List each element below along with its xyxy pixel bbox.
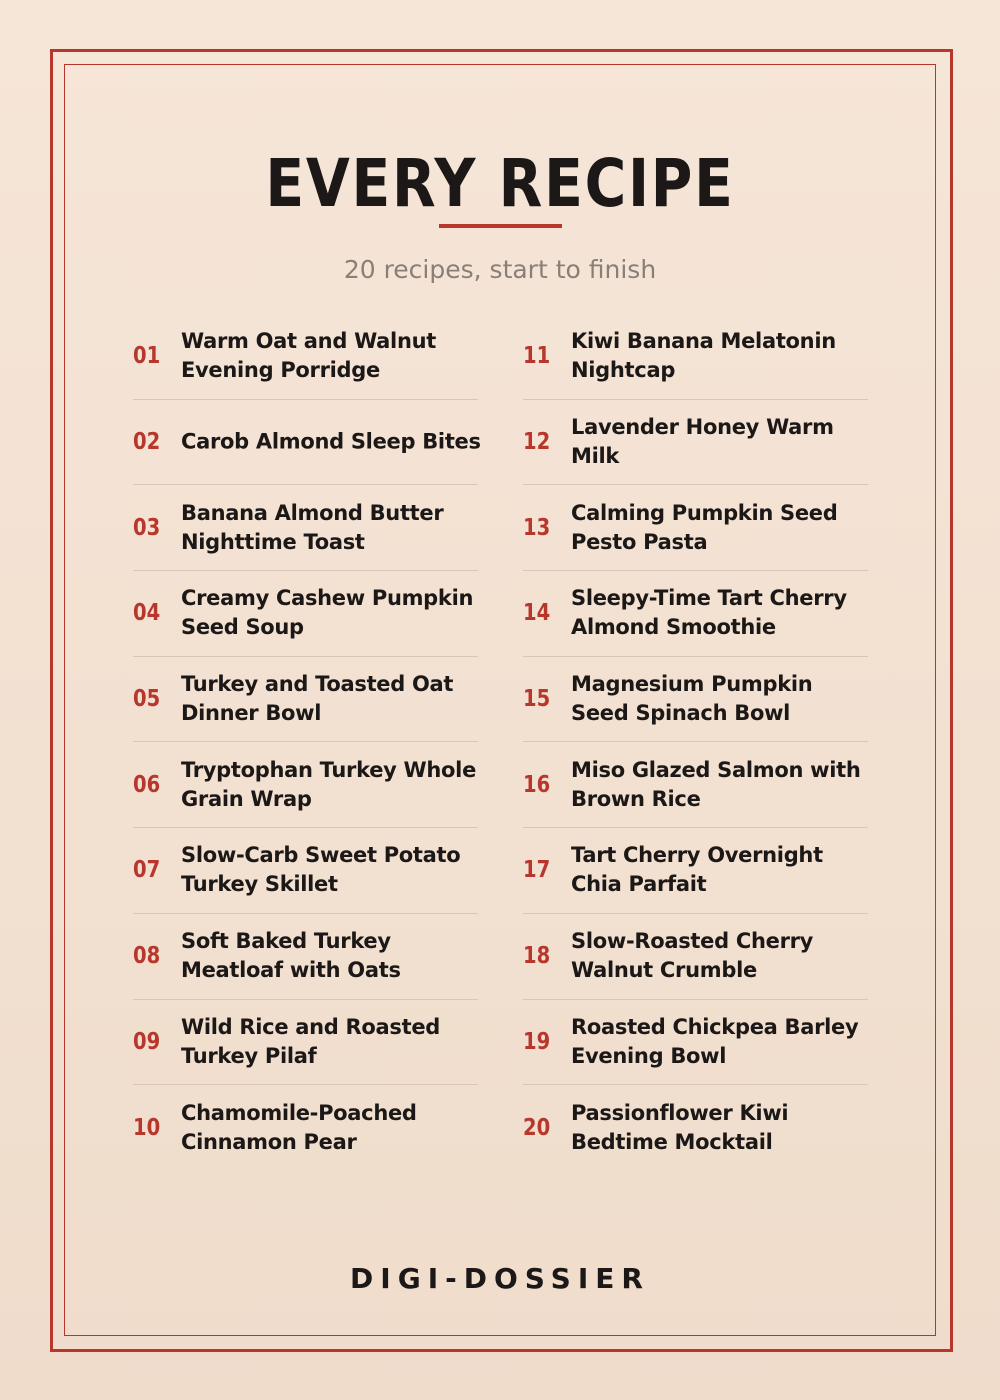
recipe-name: Chamomile-Poached Cinnamon Pear [181, 1100, 417, 1154]
recipe-number: 06 [133, 771, 161, 798]
recipe-name: Creamy Cashew Pumpkin Seed Soup [181, 586, 474, 640]
recipe-item [133, 827, 478, 913]
recipe-number: 01 [133, 342, 161, 369]
recipe-number: 05 [133, 686, 161, 713]
recipe-item [523, 656, 868, 742]
page-title: EVERY RECIPE [265, 145, 735, 222]
recipe-list-right [523, 313, 868, 1170]
recipe-name: Magnesium Pumpkin Seed Spinach Bowl [571, 672, 813, 726]
recipe-item [133, 999, 478, 1085]
recipe-number: 14 [523, 600, 551, 627]
recipe-name: Passionflower Kiwi Bedtime Mocktail [571, 1100, 789, 1154]
recipe-item [523, 570, 868, 656]
recipe-number: 09 [133, 1028, 161, 1055]
recipe-number: 15 [523, 686, 551, 713]
recipe-item [133, 313, 478, 399]
recipe-name: Lavender Honey Warm Milk [571, 415, 834, 469]
recipe-item [133, 570, 478, 656]
recipe-name: Warm Oat and Walnut Evening Porridge [181, 328, 436, 382]
recipe-number: 20 [523, 1114, 551, 1141]
recipe-name: Turkey and Toasted Oat Dinner Bowl [181, 672, 454, 726]
recipe-item [523, 1084, 868, 1170]
recipe-number: 13 [523, 514, 551, 541]
recipe-item [523, 913, 868, 999]
recipe-item [523, 827, 868, 913]
recipe-number: 16 [523, 771, 551, 798]
recipe-name: Kiwi Banana Melatonin Nightcap [571, 328, 836, 382]
recipe-name: Soft Baked Turkey Meatloaf with Oats [181, 929, 401, 983]
recipe-number: 08 [133, 943, 161, 970]
recipe-item [523, 999, 868, 1085]
recipe-item [133, 741, 478, 827]
recipe-number: 17 [523, 857, 551, 884]
recipe-number: 02 [133, 429, 161, 456]
recipe-name: Slow-Roasted Cherry Walnut Crumble [571, 929, 814, 983]
recipe-item [523, 484, 868, 570]
recipe-item [133, 656, 478, 742]
recipe-number: 18 [523, 943, 551, 970]
recipe-number: 04 [133, 600, 161, 627]
recipe-item [133, 484, 478, 570]
recipe-number: 19 [523, 1028, 551, 1055]
recipe-number: 07 [133, 857, 161, 884]
recipe-name: Miso Glazed Salmon with Brown Rice [571, 757, 861, 811]
recipe-number: 12 [523, 429, 551, 456]
recipe-name: Roasted Chickpea Barley Evening Bowl [571, 1014, 859, 1068]
recipe-item [133, 1084, 478, 1170]
title-underline [439, 224, 562, 228]
recipe-name: Slow-Carb Sweet Potato Turkey Skillet [181, 843, 461, 897]
recipe-item [133, 913, 478, 999]
recipe-number: 10 [133, 1114, 161, 1141]
recipe-name: Carob Almond Sleep Bites [181, 429, 481, 454]
recipe-item [523, 313, 868, 399]
recipe-item [523, 741, 868, 827]
recipe-item [523, 399, 868, 485]
recipe-number: 03 [133, 514, 161, 541]
recipe-name: Tart Cherry Overnight Chia Parfait [571, 843, 823, 897]
page-subtitle: 20 recipes, start to finish [343, 255, 657, 284]
recipe-item [133, 399, 481, 485]
recipe-list-left [133, 313, 481, 1170]
brand-footer: DIGI-DOSSIER [350, 1262, 650, 1295]
recipe-name: Tryptophan Turkey Whole Grain Wrap [181, 757, 477, 811]
recipe-number: 11 [523, 342, 551, 369]
recipe-name: Sleepy-Time Tart Cherry Almond Smoothie [571, 586, 847, 640]
recipe-name: Calming Pumpkin Seed Pesto Pasta [571, 500, 838, 554]
recipe-name: Wild Rice and Roasted Turkey Pilaf [181, 1014, 441, 1068]
recipe-name: Banana Almond Butter Nighttime Toast [181, 500, 444, 554]
